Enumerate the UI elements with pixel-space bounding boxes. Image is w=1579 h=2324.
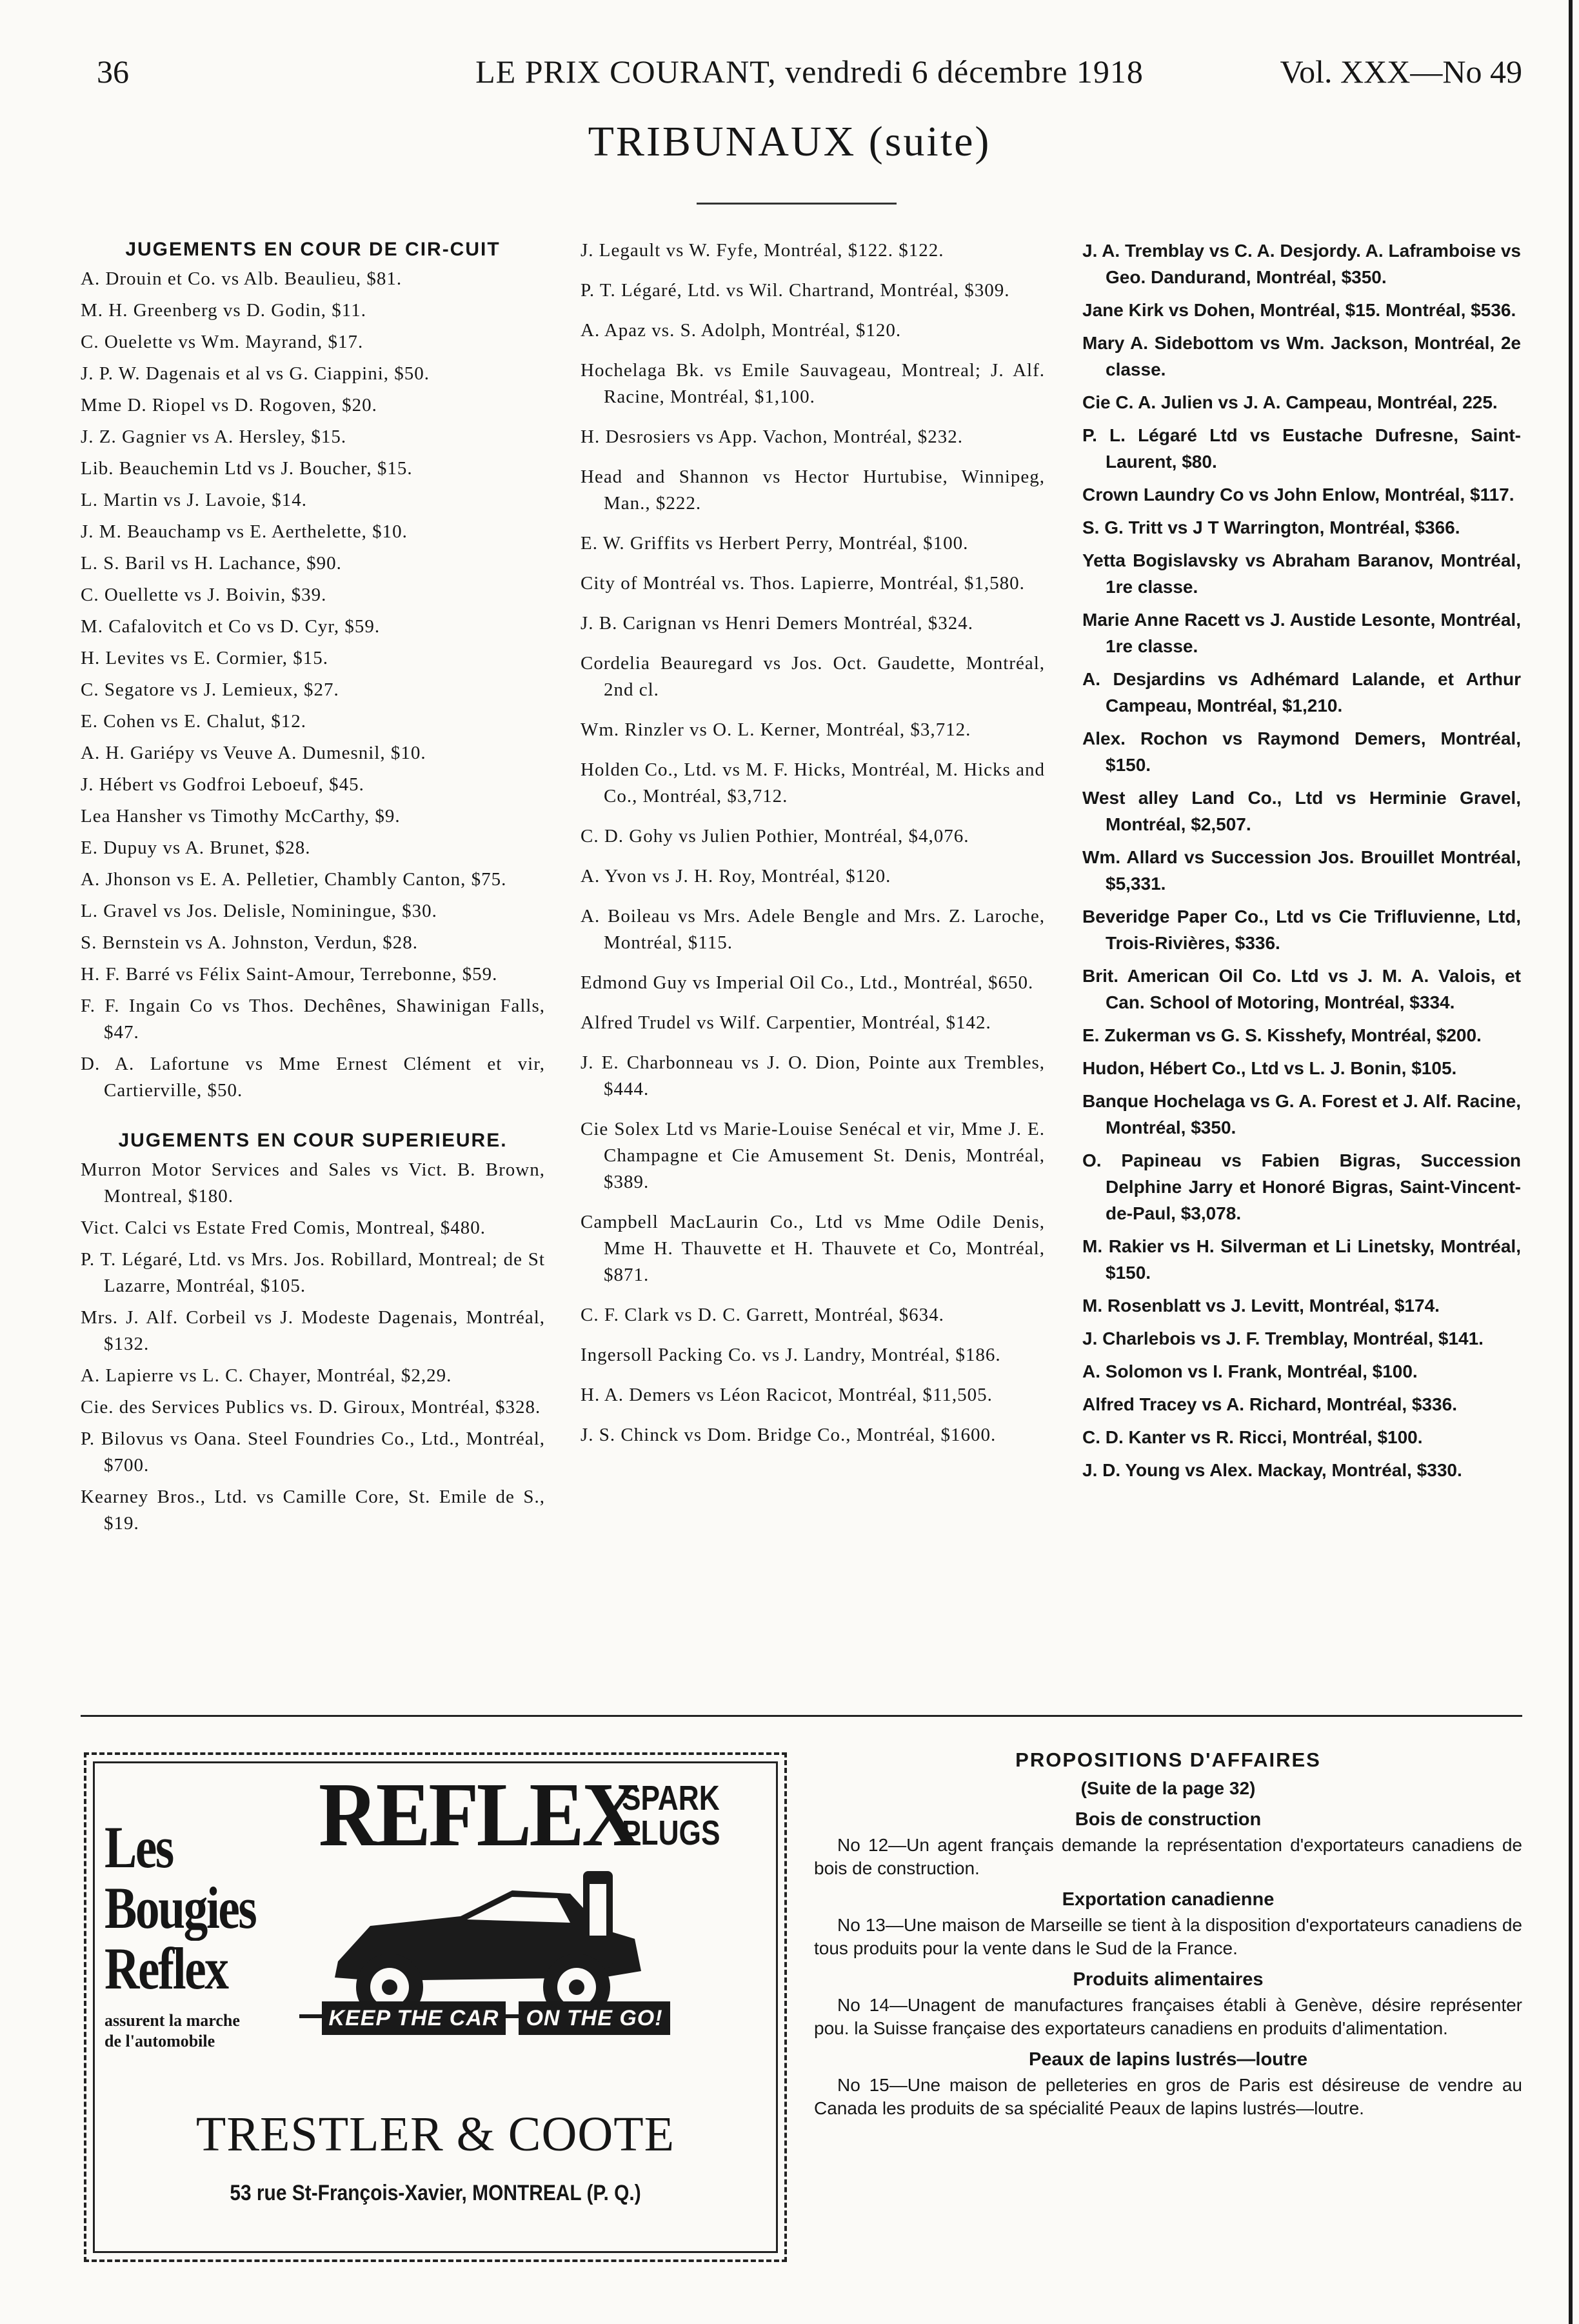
judgement-entry: L. S. Baril vs H. Lachance, $90. [81, 553, 342, 574]
judgement-entry: J. A. Tremblay vs C. A. Desjordy. A. Laframboise vs Geo. Dandurand, Montréal, $350. [1082, 241, 1521, 287]
ad-assurent: assurent la marche [104, 2011, 240, 2030]
propositions-section [814, 1748, 1522, 2128]
judgement-entry: P. T. Légaré, Ltd. vs Mrs. Jos. Robillard, Montreal; de St Lazarre, Montréal, $105. [81, 1249, 545, 1296]
judgement-entry: Head and Shannon vs Hector Hurtubise, Winnipeg, Man., $222. [581, 466, 1045, 514]
judgement-entry: Vict. Calci vs Estate Fred Comis, Montreal, $480. [81, 1217, 486, 1238]
ad-automobile: de l'automobile [104, 2032, 215, 2050]
judgement-entry: P. L. Légaré Ltd vs Eustache Dufresne, Saint-Laurent, $80. [1082, 425, 1521, 472]
judgement-entry: H. F. Barré vs Félix Saint-Amour, Terrebonne, $59. [81, 964, 498, 985]
judgement-entry: P. Bilovus vs Oana. Steel Foundries Co., Ltd., Montréal, $700. [81, 1428, 545, 1476]
judgement-entry: J. Legault vs W. Fyfe, Montréal, $122. $122. [581, 240, 944, 261]
judgement-entry: A. H. Gariépy vs Veuve A. Dumesnil, $10. [81, 743, 426, 763]
superior-judgements-list [81, 1157, 545, 1537]
judgement-entry: M. H. Greenberg vs D. Godin, $11. [81, 300, 366, 321]
judgement-entry: Marie Anne Racett vs J. Austide Lesonte, Montréal, 1re classe. [1082, 610, 1521, 656]
ad-spark: SPARK [622, 1779, 720, 1818]
judgement-entry: C. Ouelette vs Wm. Mayrand, $17. [81, 332, 364, 352]
judgement-entry: Hochelaga Bk. vs Emile Sauvageau, Montreal; J. Alf. Racine, Montréal, $1,100. [581, 360, 1045, 407]
judgement-entry: L. Martin vs J. Lavoie, $14. [81, 490, 307, 510]
judgement-entry: J. Z. Gagnier vs A. Hersley, $15. [81, 426, 347, 447]
page-title: TRIBUNAUX (suite) [588, 118, 991, 165]
column-1 [81, 237, 545, 1542]
judgement-entry: J. Charlebois vs J. F. Tremblay, Montréal, $141. [1082, 1328, 1484, 1348]
judgement-entry: Campbell MacLaurin Co., Ltd vs Mme Odile Denis, Mme H. Thauvette et H. Thauvete et Co, Montréal, $871. [581, 1212, 1045, 1285]
publication-date-line: LE PRIX COURANT, vendredi 6 décembre 1918 [475, 54, 1144, 90]
judgement-entry: Lea Hansher vs Timothy McCarthy, $9. [81, 806, 401, 826]
judgement-entry: Ingersoll Packing Co. vs J. Landry, Montréal, $186. [581, 1345, 1001, 1365]
circuit-judgements-list [81, 266, 545, 1104]
judgement-entry: Wm. Rinzler vs O. L. Kerner, Montréal, $3,712. [581, 719, 971, 740]
title-rule [697, 203, 897, 205]
judgement-entry: Murron Motor Services and Sales vs Vict. B. Brown, Montreal, $180. [81, 1159, 545, 1207]
ad-brand-logo: REFLEX [319, 1763, 639, 1865]
judgement-entry: C. D. Kanter vs R. Ricci, Montréal, $100. [1082, 1427, 1423, 1447]
judgement-entry: E. Dupuy vs A. Brunet, $28. [81, 837, 311, 858]
ad-left-text [104, 1814, 289, 2052]
judgement-entry: Beveridge Paper Co., Ltd vs Cie Trifluvienne, Ltd, Trois-Rivières, $336. [1082, 907, 1521, 953]
running-header [97, 53, 1522, 105]
judgement-entry: Yetta Bogislavsky vs Abraham Baranov, Montréal, 1re classe. [1082, 550, 1521, 597]
column-3 [1082, 237, 1521, 1490]
judgement-entry: Jane Kirk vs Dohen, Montréal, $15. Montréal, $536. [1082, 300, 1516, 320]
page-edge-line [1569, 0, 1573, 2324]
judgement-entry: H. Levites vs E. Cormier, $15. [81, 648, 329, 668]
judgement-entry: E. Zukerman vs G. S. Kisshefy, Montréal, $200. [1082, 1025, 1482, 1045]
proposition-text: No 13—Une maison de Marseille se tient à la disposition d'exportateurs canadiens de tous produits pour la vente dans le Sud de la France. [814, 1915, 1522, 1958]
judgement-entry: Brit. American Oil Co. Ltd vs J. M. A. Valois, et Can. School of Motoring, Montréal, $334. [1082, 966, 1521, 1012]
judgement-entry: M. Cafalovitch et Co vs D. Cyr, $59. [81, 616, 381, 637]
judgement-entry: Alfred Trudel vs Wilf. Carpentier, Montréal, $142. [581, 1012, 991, 1033]
judgement-entry: Edmond Guy vs Imperial Oil Co., Ltd., Montréal, $650. [581, 972, 1034, 993]
slogan-keep-the-car: KEEP THE CAR [322, 2001, 506, 2035]
section-heading-superieure: JUGEMENTS EN COUR SUPERIEURE. [118, 1130, 508, 1151]
page-number: 36 [97, 54, 129, 90]
proposition-category: Bois de construction [1075, 1809, 1262, 1830]
judgement-entry: Mme D. Riopel vs D. Rogoven, $20. [81, 395, 377, 416]
judgement-entry: Lib. Beauchemin Ltd vs J. Boucher, $15. [81, 458, 413, 479]
judgement-entry: Cordelia Beauregard vs Jos. Oct. Gaudette, Montréal, 2nd cl. [581, 653, 1045, 700]
judgement-entry: C. D. Gohy vs Julien Pothier, Montréal, $4,076. [581, 826, 969, 846]
judgement-entry: H. Desrosiers vs App. Vachon, Montréal, $232. [581, 426, 963, 447]
judgement-entry: J. M. Beauchamp vs E. Aerthelette, $10. [81, 521, 408, 542]
judgement-entry: Alex. Rochon vs Raymond Demers, Montréal, $150. [1082, 728, 1521, 775]
judgement-entry: Banque Hochelaga vs G. A. Forest et J. Alf. Racine, Montréal, $350. [1082, 1091, 1521, 1137]
judgement-entry: C. Ouellette vs J. Boivin, $39. [81, 585, 327, 605]
judgement-entry: C. F. Clark vs D. C. Garrett, Montréal, $634. [581, 1305, 944, 1325]
proposition-text: No 12—Un agent français demande la représentation d'exportateurs canadiens de bois de construction. [814, 1835, 1522, 1878]
volume-number: Vol. XXX—No 49 [1280, 54, 1522, 90]
judgement-entry: J. E. Charbonneau vs J. O. Dion, Pointe aux Trembles, $444. [581, 1052, 1045, 1099]
propositions-list [814, 1808, 1522, 2120]
judgement-entry: Wm. Allard vs Succession Jos. Brouillet Montréal, $5,331. [1082, 847, 1521, 894]
judgement-entry: F. F. Ingain Co vs Thos. Dechênes, Shawinigan Falls, $47. [81, 996, 545, 1043]
proposition-text: No 14—Unagent de manufactures françaises établi à Genève, désire représenter pou. la Suisse française des exportateurs canadiens en produits d'alimentation. [814, 1995, 1522, 2038]
judgement-entry: S. G. Tritt vs J T Warrington, Montréal, $366. [1082, 517, 1460, 537]
judgement-entry: J. B. Carignan vs Henri Demers Montréal, $324. [581, 613, 973, 634]
judgement-entry: D. A. Lafortune vs Mme Ernest Clément et vir, Cartierville, $50. [81, 1054, 545, 1101]
judgement-entry: Mrs. J. Alf. Corbeil vs J. Modeste Dagenais, Montréal, $132. [81, 1307, 545, 1354]
judgement-entry: J. Hébert vs Godfroi Leboeuf, $45. [81, 774, 364, 795]
judgement-entry: Cie Solex Ltd vs Marie-Louise Senécal et vir, Mme J. E. Champagne et Cie Amusement St. Denis, Montréal, $389. [581, 1119, 1045, 1192]
ad-reflex-left: Reflex [104, 1936, 228, 2001]
judgement-entry: J. S. Chinck vs Dom. Bridge Co., Montréal, $1600. [581, 1425, 997, 1445]
proposition-category: Exportation canadienne [1062, 1889, 1275, 1910]
section-heading-circuit: JUGEMENTS EN COUR DE CIR-CUIT [125, 239, 501, 260]
judgement-entry: Kearney Bros., Ltd. vs Camille Core, St. Emile de S., $19. [81, 1487, 545, 1534]
judgement-entry: L. Gravel vs Jos. Delisle, Nominingue, $30. [81, 901, 437, 921]
judgement-entry: E. Cohen vs E. Chalut, $12. [81, 711, 307, 732]
ad-spark-plugs [622, 1781, 720, 1850]
judgement-entry: A. Lapierre vs L. C. Chayer, Montréal, $2,29. [81, 1365, 452, 1386]
propositions-subtitle: (Suite de la page 32) [1080, 1778, 1256, 1798]
ad-bougies: Bougies [104, 1875, 256, 1941]
judgements-list-2 [581, 237, 1045, 1448]
judgement-entry: Cie C. A. Julien vs J. A. Campeau, Montréal, 225. [1082, 392, 1498, 412]
judgement-entry: H. A. Demers vs Léon Racicot, Montréal, $11,505. [581, 1385, 993, 1405]
judgement-entry: Mary A. Sidebottom vs Wm. Jackson, Montréal, 2e classe. [1082, 333, 1521, 379]
ad-plugs: PLUGS [622, 1814, 720, 1852]
judgement-entry: A. Yvon vs J. H. Roy, Montréal, $120. [581, 866, 891, 887]
judgement-entry: O. Papineau vs Fabien Bigras, Succession Delphine Jarry et Honoré Bigras, Saint-Vincent-de-Paul, $3,078. [1082, 1150, 1521, 1223]
judgement-entry: A. Desjardins vs Adhémard Lalande, et Arthur Campeau, Montréal, $1,210. [1082, 669, 1521, 716]
judgement-entry: J. D. Young vs Alex. Mackay, Montréal, $330. [1082, 1460, 1462, 1480]
judgement-entry: P. T. Légaré, Ltd. vs Wil. Chartrand, Montréal, $309. [581, 280, 1010, 301]
judgement-entry: Cie. des Services Publics vs. D. Giroux, Montréal, $328. [81, 1397, 541, 1417]
ad-company-name: TRESTLER & COOTE [195, 2107, 675, 2161]
judgement-entry: M. Rakier vs H. Silverman et Li Linetsky, Montréal, $150. [1082, 1236, 1521, 1283]
slogan-on-the-go: ON THE GO! [519, 2001, 670, 2035]
ad-les: Les [104, 1814, 173, 1880]
judgement-entry: M. Rosenblatt vs J. Levitt, Montréal, $174. [1082, 1296, 1440, 1316]
judgement-entry: A. Drouin et Co. vs Alb. Beaulieu, $81. [81, 268, 402, 289]
judgement-entry: C. Segatore vs J. Lemieux, $27. [81, 679, 339, 700]
proposition-category: Peaux de lapins lustrés—loutre [1029, 2049, 1307, 2070]
proposition-category: Produits alimentaires [1073, 1969, 1264, 1990]
judgement-entry: A. Apaz vs. S. Adolph, Montréal, $120. [581, 320, 902, 341]
judgement-entry: Alfred Tracey vs A. Richard, Montréal, $336. [1082, 1394, 1457, 1414]
judgement-entry: A. Solomon vs I. Frank, Montréal, $100. [1082, 1361, 1418, 1381]
column-2 [581, 237, 1045, 1462]
proposition-text: No 15—Une maison de pelleteries en gros de Paris est désireuse de vendre au Canada les produits de sa spécialité Peaux de lapins lustrés—loutre. [814, 2075, 1522, 2118]
propositions-title: PROPOSITIONS D'AFFAIRES [1015, 1748, 1321, 1771]
judgement-entry: J. P. W. Dagenais et al vs G. Ciappini, $50. [81, 363, 430, 384]
reflex-spark-plugs-advertisement [84, 1752, 787, 2262]
judgement-entry: S. Bernstein vs A. Johnston, Verdun, $28. [81, 932, 419, 953]
ad-slogan [322, 2001, 670, 2038]
judgement-entry: City of Montréal vs. Thos. Lapierre, Montréal, $1,580. [581, 573, 1025, 594]
section-divider [81, 1715, 1522, 1717]
judgement-entry: A. Boileau vs Mrs. Adele Bengle and Mrs. Z. Laroche, Montréal, $115. [581, 906, 1045, 953]
ad-address: 53 rue St-François-Xavier, MONTREAL (P. Q.) [230, 2181, 641, 2205]
judgement-entry: E. W. Griffits vs Herbert Perry, Montréal, $100. [581, 533, 969, 554]
judgements-list-3 [1082, 237, 1521, 1483]
judgement-entry: Hudon, Hébert Co., Ltd vs L. J. Bonin, $105. [1082, 1058, 1457, 1078]
judgement-entry: Holden Co., Ltd. vs M. F. Hicks, Montréal, M. Hicks and Co., Montréal, $3,712. [581, 759, 1045, 806]
judgement-entry: Crown Laundry Co vs John Enlow, Montréal, $117. [1082, 485, 1514, 505]
judgement-entry: West alley Land Co., Ltd vs Herminie Gravel, Montréal, $2,507. [1082, 788, 1521, 834]
judgement-entry: A. Jhonson vs E. A. Pelletier, Chambly Canton, $75. [81, 869, 507, 890]
